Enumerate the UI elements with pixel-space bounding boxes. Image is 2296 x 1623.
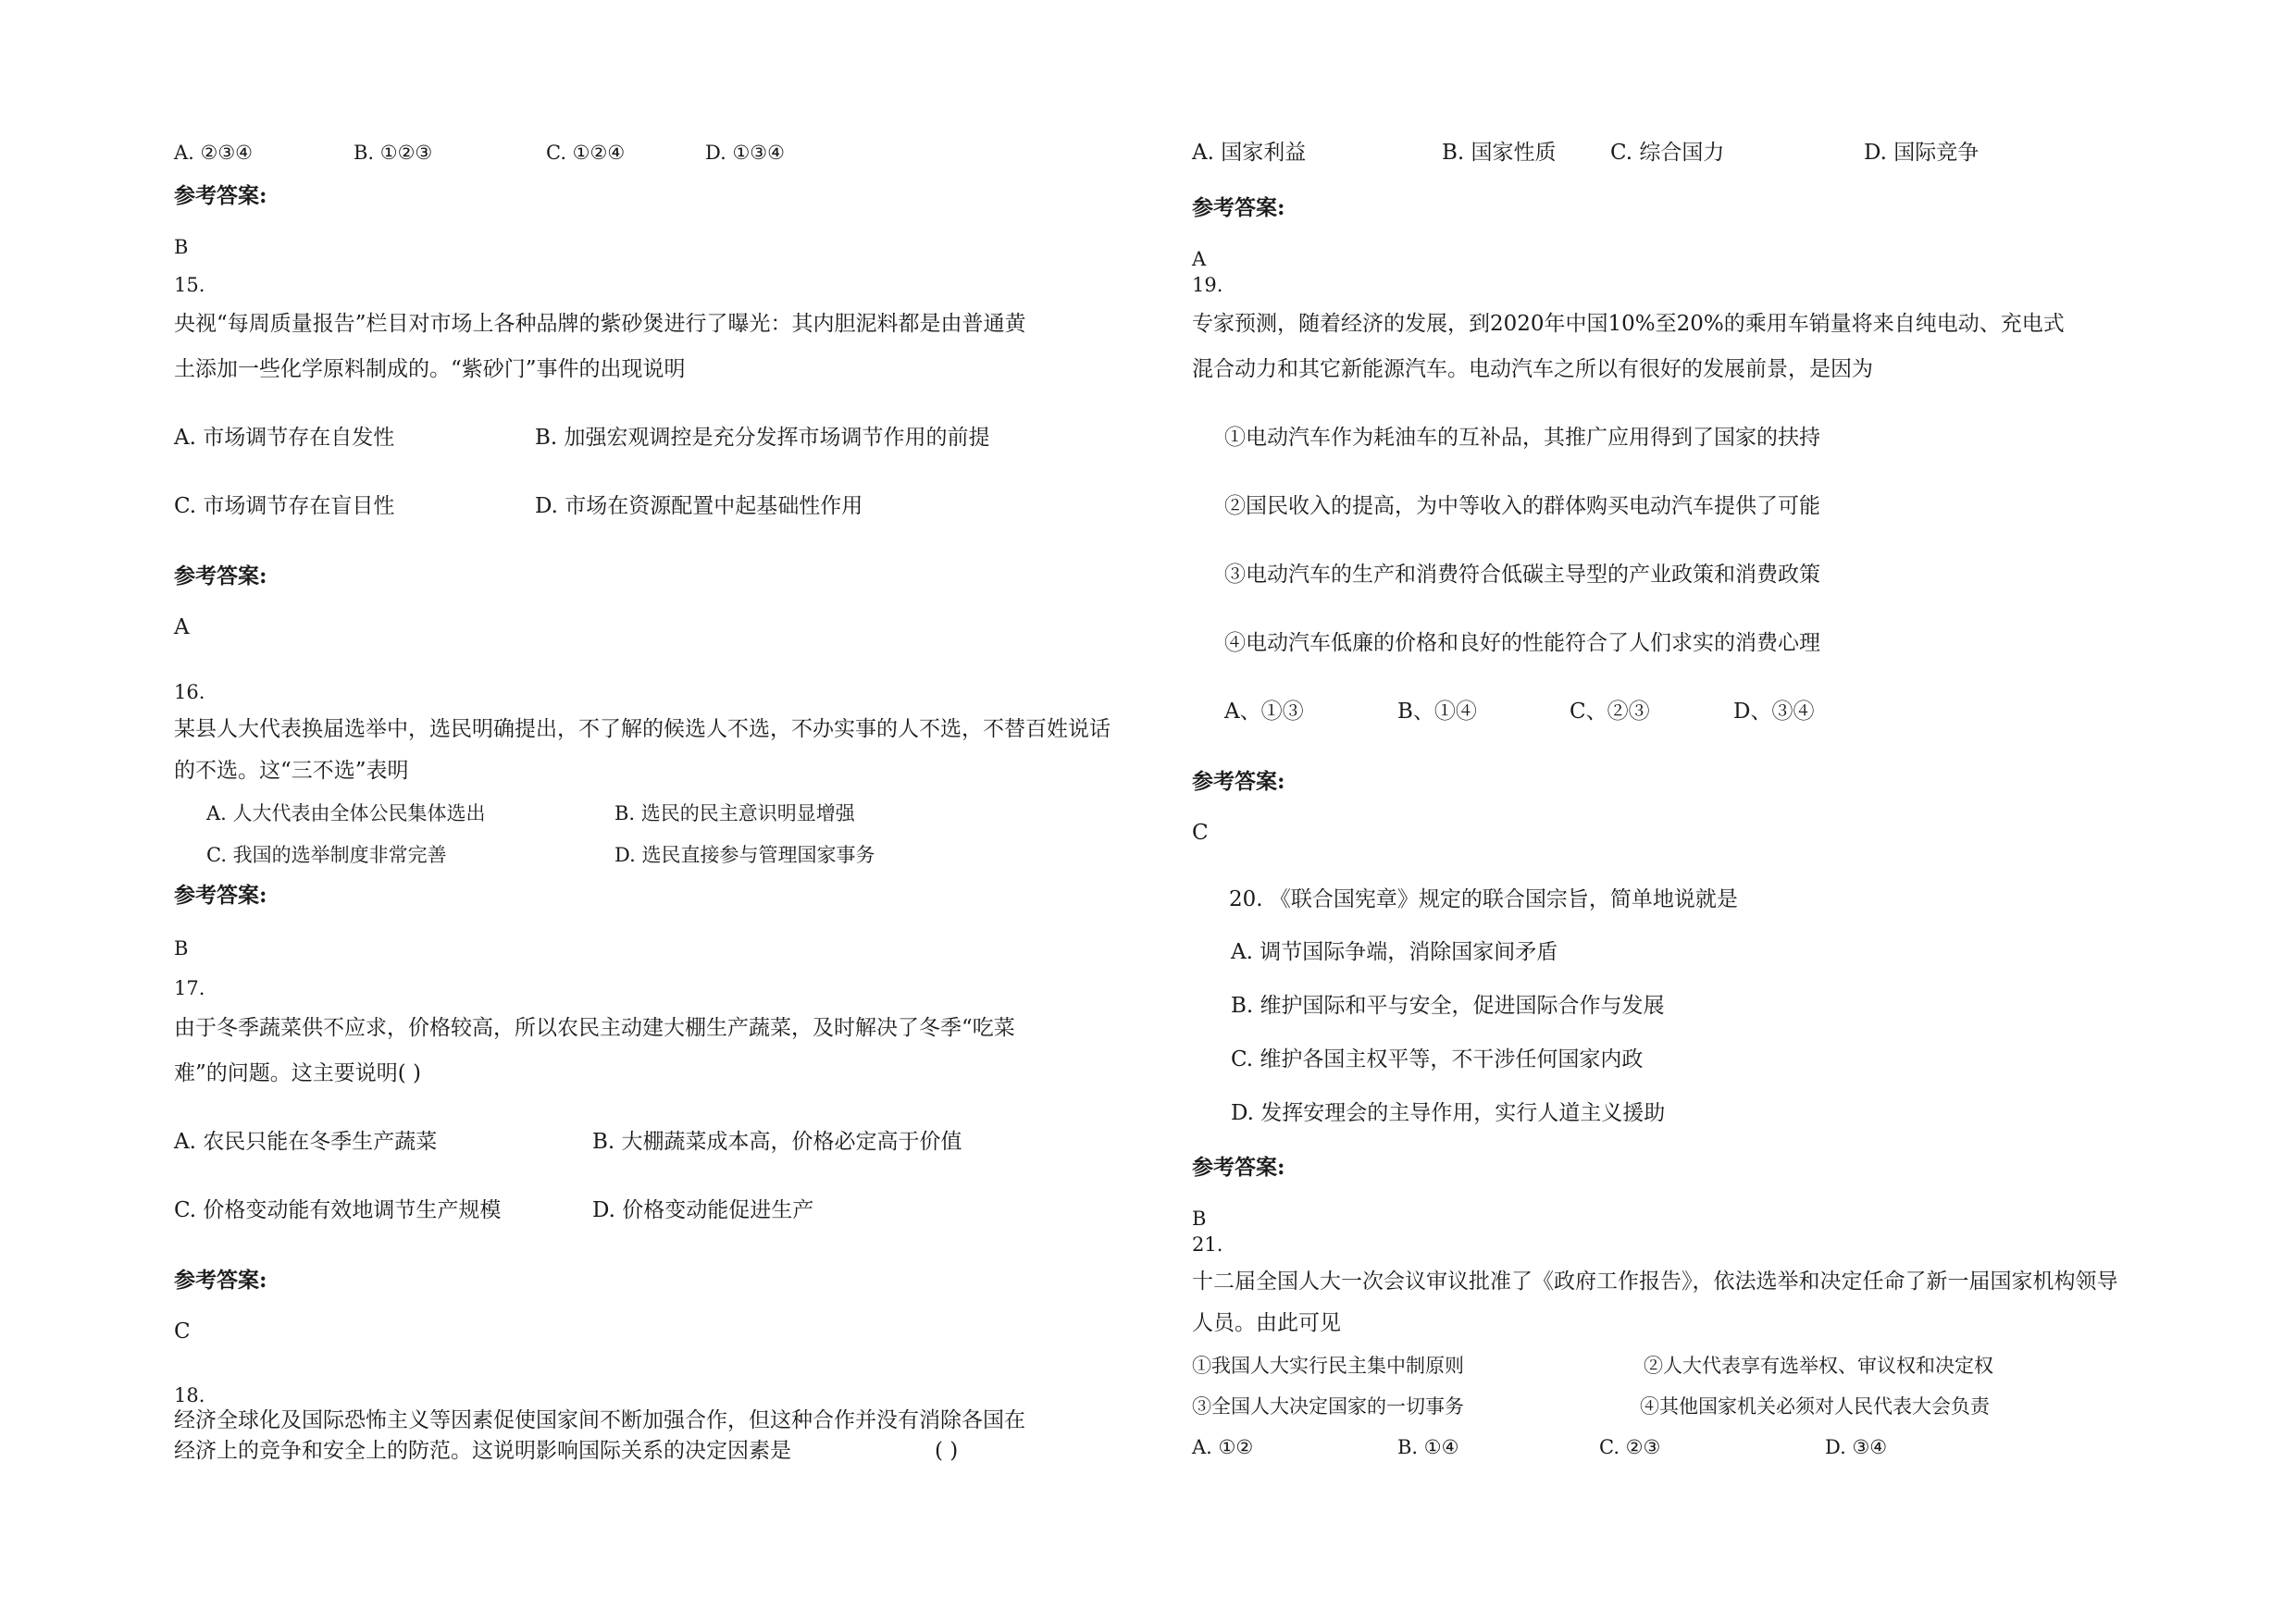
q21-item-3: ③全国人大决定国家的一切事务 [1192,1395,1464,1418]
q19-stem-line2: 混合动力和其它新能源汽车。电动汽车之所以有很好的发展前景，是因为 [1192,357,1873,381]
q14-option-d: D. ①③④ [705,142,785,164]
q19-item-1: ①电动汽车作为耗油车的互补品，其推广应用得到了国家的扶持 [1224,426,1820,450]
q16-option-c: C. 我国的选举制度非常完善 [206,844,447,866]
q19-stem-line1: 专家预测，随着经济的发展，到2020年中国10%至20%的乘用车销量将来自纯电动、充电式 [1192,312,2065,336]
q19-item-3: ③电动汽车的生产和消费符合低碳主导型的产业政策和消费政策 [1224,563,1820,587]
q18-stem-line1: 经济全球化及国际恐怖主义等因素促使国家间不断加强合作，但这种合作并没有消除各国在 [174,1408,1025,1432]
q15-answer: A [174,615,190,639]
q20-option-c: C. 维护各国主权平等，不干涉任何国家内政 [1231,1047,1644,1072]
q18-option-c: C. 综合国力 [1610,141,1725,165]
q16-option-a: A. 人大代表由全体公民集体选出 [206,802,486,824]
q17-option-b: B. 大棚蔬菜成本高，价格必定高于价值 [592,1130,962,1154]
q16-stem-line2: 的不选。这“三不选”表明 [174,759,409,783]
q16-answer: B [174,937,189,960]
answer-label: 参考答案: [1192,769,1285,794]
q17-stem-line1: 由于冬季蔬菜供不应求，价格较高，所以农民主动建大棚生产蔬菜，及时解决了冬季“吃菜 [174,1016,1015,1040]
q14-answer: B [174,236,189,258]
q21-item-1: ①我国人大实行民主集中制原则 [1192,1355,1464,1377]
q15-stem-line2: 土添加一些化学原料制成的。“紫砂门”事件的出现说明 [174,357,686,381]
q19-option-c: C、②③ [1570,700,1650,724]
q15-number: 15. [174,274,205,296]
answer-label: 参考答案: [1192,195,1285,220]
q20-option-b: B. 维护国际和平与安全，促进国际合作与发展 [1231,994,1665,1018]
q19-option-b: B、①④ [1397,700,1477,724]
q20-stem: 20. 《联合国宪章》规定的联合国宗旨，简单地说就是 [1229,887,1738,911]
q21-option-a: A. ①② [1192,1436,1254,1458]
q19-answer: C [1192,821,1209,845]
q20-option-a: A. 调节国际争端，消除国家间矛盾 [1231,940,1558,964]
q17-option-d: D. 价格变动能促进生产 [592,1198,814,1222]
q15-option-c: C. 市场调节存在盲目性 [174,494,395,518]
q17-option-c: C. 价格变动能有效地调节生产规模 [174,1198,502,1222]
answer-label: 参考答案: [174,1268,267,1293]
q17-number: 17. [174,977,205,999]
q19-number: 19. [1192,274,1223,296]
q17-option-a: A. 农民只能在冬季生产蔬菜 [174,1130,438,1154]
answer-label: 参考答案: [1192,1155,1285,1180]
q21-option-b: B. ①④ [1397,1436,1459,1458]
q14-option-a: A. ②③④ [174,142,253,164]
q19-option-a: A、①③ [1224,700,1304,724]
q21-stem-line1: 十二届全国人大一次会议审议批准了《政府工作报告》，依法选举和决定任命了新一届国家机构领导 [1192,1270,2118,1294]
q18-option-b: B. 国家性质 [1442,141,1557,165]
q16-option-b: B. 选民的民主意识明显增强 [614,802,855,824]
q16-stem-line1: 某县人大代表换届选举中，选民明确提出，不了解的候选人不选，不办实事的人不选，不替百姓说话 [174,717,1111,741]
q20-option-d: D. 发挥安理会的主导作用，实行人道主义援助 [1231,1101,1666,1125]
q18-number: 18. [174,1384,205,1406]
q15-option-a: A. 市场调节存在自发性 [174,426,395,450]
q18-option-a: A. 国家利益 [1192,141,1307,165]
q16-option-d: D. 选民直接参与管理国家事务 [614,844,875,866]
q14-option-b: B. ①②③ [354,142,433,164]
q20-answer: B [1192,1208,1207,1230]
q21-option-d: D. ③④ [1825,1436,1888,1458]
answer-label: 参考答案: [174,183,267,208]
answer-label: 参考答案: [174,564,267,588]
q21-item-2: ②人大代表享有选举权、审议权和决定权 [1644,1355,1993,1377]
q21-number: 21. [1192,1233,1223,1256]
answer-label: 参考答案: [174,883,267,908]
q19-option-d: D、③④ [1733,700,1815,724]
q15-stem-line1: 央视“每周质量报告”栏目对市场上各种品牌的紫砂煲进行了曝光：其内胆泥料都是由普通黄 [174,312,1026,336]
q17-stem-line2: 难”的问题。这主要说明( ) [174,1061,422,1085]
q18-answer-paren: ( ) [935,1439,959,1463]
q19-item-4: ④电动汽车低廉的价格和良好的性能符合了人们求实的消费心理 [1224,631,1820,655]
q17-answer: C [174,1319,191,1344]
q21-item-4: ④其他国家机关必须对人民代表大会负责 [1640,1395,1990,1418]
q19-item-2: ②国民收入的提高，为中等收入的群体购买电动汽车提供了可能 [1224,494,1820,518]
q15-option-d: D. 市场在资源配置中起基础性作用 [535,494,863,518]
q18-stem-line2: 经济上的竞争和安全上的防范。这说明影响国际关系的决定因素是 [174,1439,791,1463]
q14-option-c: C. ①②④ [546,142,626,164]
q18-option-d: D. 国际竞争 [1864,141,1980,165]
q16-number: 16. [174,681,205,703]
q21-stem-line2: 人员。由此可见 [1192,1311,1341,1335]
q21-option-c: C. ②③ [1599,1436,1661,1458]
q15-option-b: B. 加强宏观调控是充分发挥市场调节作用的前提 [535,426,990,450]
q18-answer: A [1192,248,1207,270]
